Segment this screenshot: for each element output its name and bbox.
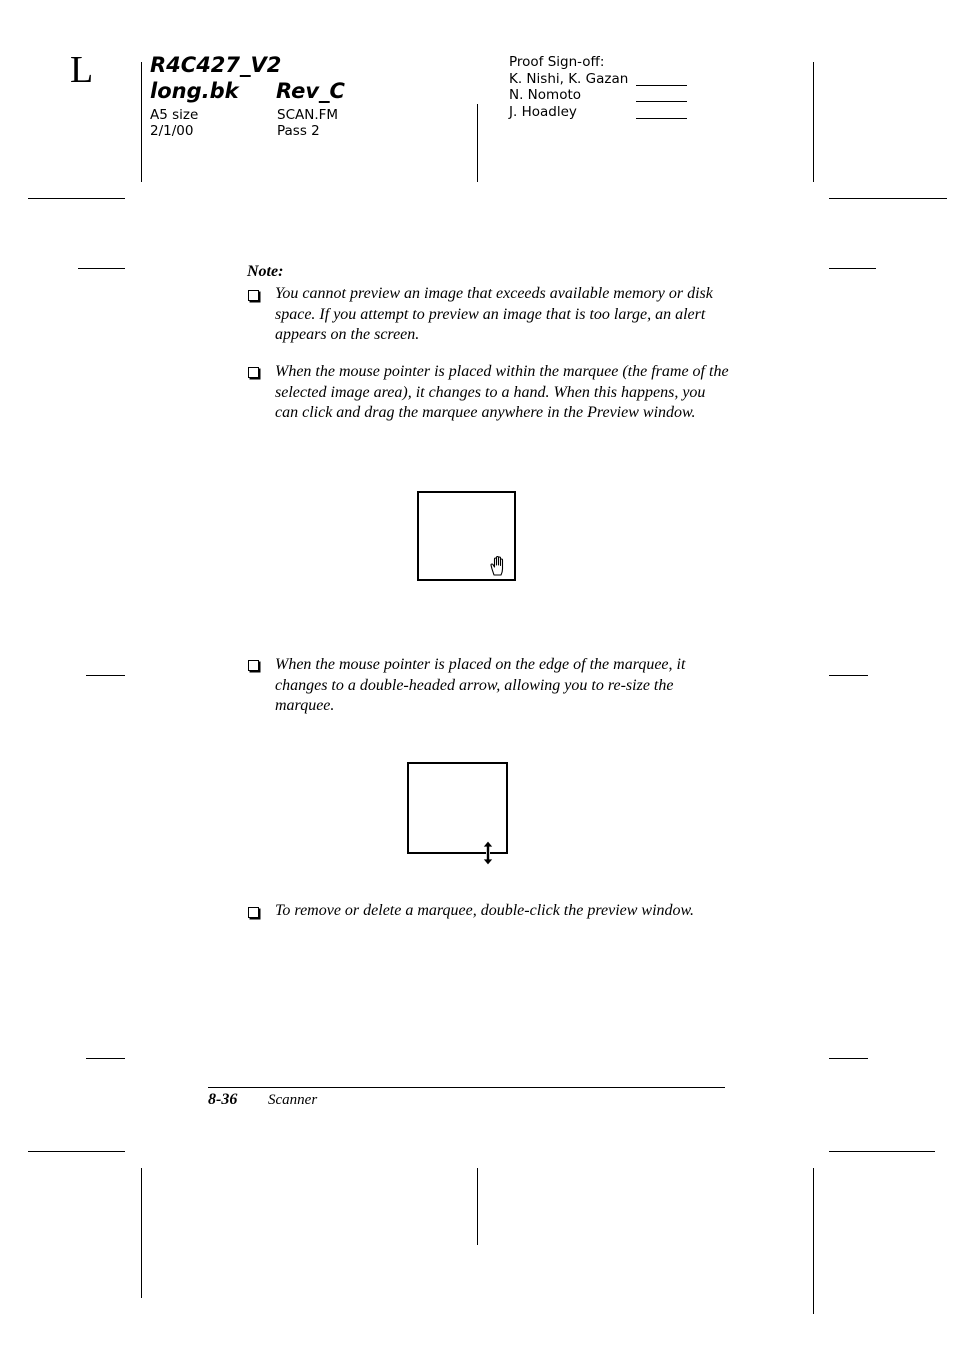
crop-mark <box>813 1168 814 1314</box>
meta-pass: Pass 2 <box>277 123 320 139</box>
crop-mark <box>86 1058 125 1059</box>
crop-mark <box>829 1058 868 1059</box>
note-item-4: To remove or delete a marquee, double-click the preview window. <box>275 902 695 919</box>
crop-mark <box>813 62 814 182</box>
doc-code: R4C427_V2 <box>150 53 282 77</box>
meta-file: SCAN.FM <box>277 107 339 123</box>
note-label: Note: <box>247 263 284 280</box>
footer-rule <box>208 1087 725 1088</box>
crop-mark <box>28 198 125 199</box>
meta-date: 2/1/00 <box>150 123 194 139</box>
crop-mark <box>28 1151 125 1152</box>
crop-mark <box>477 1168 478 1245</box>
signoff-line-3 <box>636 118 687 119</box>
crop-mark <box>829 268 876 269</box>
signoff-line-2 <box>636 101 687 102</box>
crop-mark <box>86 675 125 676</box>
crop-mark <box>829 198 947 199</box>
marquee-figure-hand <box>417 491 516 581</box>
proof-title: Proof Sign-off: <box>509 54 605 70</box>
note-item-3: When the mouse pointer is placed on the edge of the marquee, it changes to a double-headed arrow, allowing you to re-size the marquee. <box>275 656 686 714</box>
note-item-2: When the mouse pointer is placed within the marquee (the frame of the selected image area), it changes to a hand. When this happens, you can click and drag the marquee anywhere in the Preview window. <box>275 363 729 421</box>
crop-mark <box>78 268 125 269</box>
meta-size: A5 size <box>150 107 199 123</box>
corner-letter: L <box>70 49 94 91</box>
checkbox-bullet-icon <box>248 907 259 918</box>
double-headed-arrow-icon <box>481 840 495 866</box>
crop-mark <box>141 1168 142 1298</box>
section-title: Scanner <box>268 1092 318 1108</box>
crop-mark <box>141 62 142 182</box>
proof-name-1: K. Nishi, K. Gazan <box>509 71 629 87</box>
proof-name-3: J. Hoadley <box>509 104 577 120</box>
checkbox-bullet-icon <box>248 290 259 301</box>
crop-mark <box>829 1151 935 1152</box>
doc-book: long.bk <box>150 79 239 103</box>
crop-mark <box>829 675 868 676</box>
doc-revision: Rev_C <box>276 79 345 103</box>
checkbox-bullet-icon <box>248 660 259 671</box>
note-item-1: You cannot preview an image that exceeds available memory or disk space. If you attempt to preview an image that is too large, an alert appears on the screen. <box>275 285 713 343</box>
signoff-line-1 <box>636 85 687 86</box>
proof-name-2: N. Nomoto <box>509 87 582 103</box>
crop-mark <box>477 104 478 182</box>
checkbox-bullet-icon <box>248 367 259 378</box>
hand-cursor-icon <box>488 555 510 577</box>
page-number: 8-36 <box>208 1091 238 1108</box>
